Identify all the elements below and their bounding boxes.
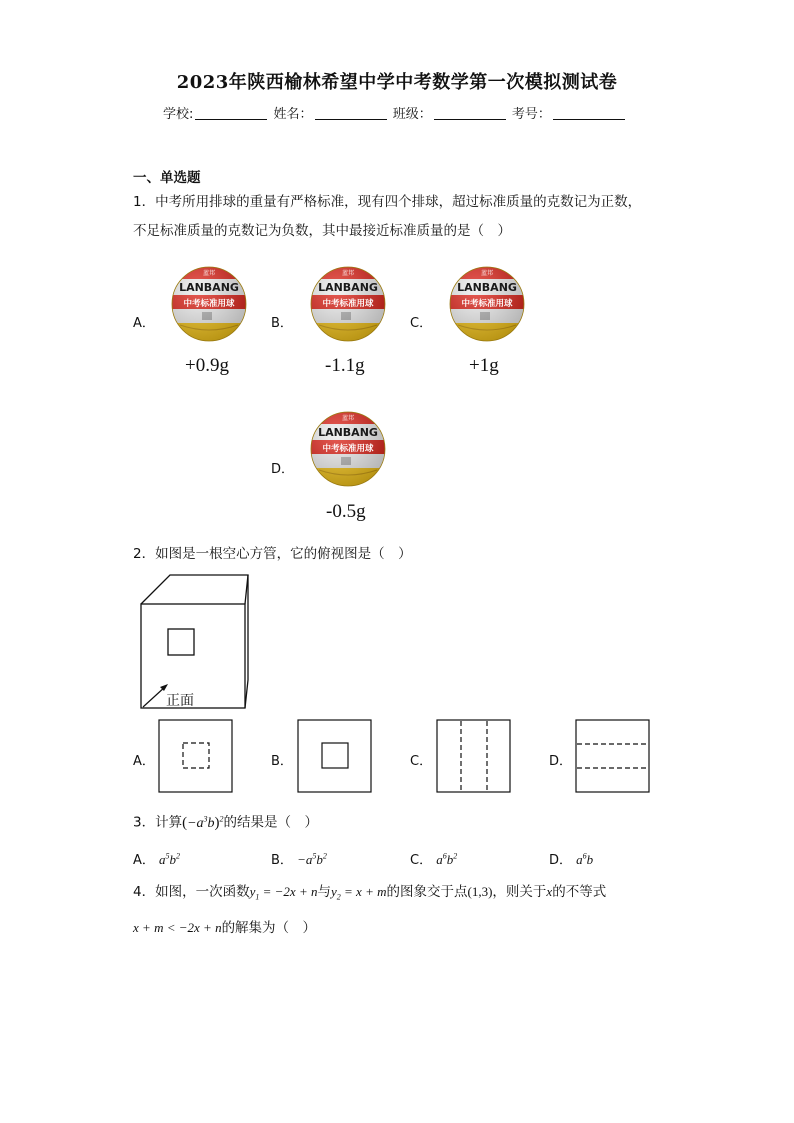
q4-func1: $y_1 = -2x + n$ (249, 884, 318, 902)
q1-line1: 1．中考所用排球的重量有严格标准，现有四个排球，超过标准质量的克数记为正数， (133, 194, 642, 210)
name-label: 姓名： (273, 107, 313, 122)
svg-text:蓝邦: 蓝邦 (480, 270, 494, 277)
volleyball-icon (170, 265, 248, 343)
q3-option-a-expr: $a^5b^2$ (159, 851, 181, 867)
svg-text:中考标准用球: 中考标准用球 (461, 299, 513, 309)
q4-inequality: x + m < −2x + n (133, 920, 222, 935)
volleyball-icon (309, 410, 387, 488)
volleyball-image-b (309, 265, 387, 347)
exam-no-label: 考号： (511, 107, 551, 122)
q1-option-c-label[interactable]: C． (410, 316, 433, 331)
q1-option-a-weight: +0.9g (185, 355, 229, 376)
exam-no-blank[interactable] (553, 107, 625, 120)
q1-option-b-weight: -1.1g (325, 355, 365, 376)
q2-option-c-label[interactable]: C． (410, 754, 433, 769)
q2-option-a-figure[interactable] (158, 719, 234, 793)
q4-func2: $y_2 = x + m$ (330, 884, 387, 902)
class-blank[interactable] (434, 107, 506, 120)
school-blank[interactable] (195, 107, 267, 120)
q4-line2: x + m < −2x + n的解集为（ ） (133, 920, 317, 936)
svg-text:中考标准用球: 中考标准用球 (322, 444, 374, 454)
volleyball-image-d (309, 410, 387, 492)
q4-line1: 4．如图，一次函数$y_1 = -2x + n$与$y_2 = x + m$的图象交于点(1,3)，则关于x的不等式 (133, 884, 607, 902)
q3-expression: $(-a^3b)^2$ (182, 814, 224, 831)
q2-option-a-label[interactable]: A． (133, 754, 155, 769)
svg-text:LANBANG: LANBANG (179, 281, 239, 294)
svg-text:LANBANG: LANBANG (318, 281, 378, 294)
q2-option-d-label[interactable]: D． (549, 754, 573, 769)
q3-option-b[interactable]: B． $-a^5b^2$ (271, 851, 327, 868)
q1-option-c-weight: +1g (469, 355, 499, 376)
q3-option-d-expr: $a^6b$ (576, 851, 594, 867)
svg-text:LANBANG: LANBANG (318, 426, 378, 439)
volleyball-icon (448, 265, 526, 343)
svg-text:蓝邦: 蓝邦 (202, 270, 216, 277)
q1-line2: 不足标准质量的克数记为负数，其中最接近标准质量的是（ ） (133, 223, 511, 239)
svg-text:LANBANG: LANBANG (457, 281, 517, 294)
section-heading: 一、单选题 (133, 170, 201, 186)
svg-text:蓝邦: 蓝邦 (341, 270, 355, 277)
q3-option-c[interactable]: C． $a^6b^2$ (410, 851, 458, 868)
volleyball-icon (309, 265, 387, 343)
school-label: 学校: (163, 107, 194, 122)
q2-option-d-figure[interactable] (575, 719, 651, 793)
student-info-row (163, 103, 627, 122)
q3-stem (133, 804, 318, 839)
cube-top-face (141, 575, 248, 604)
q3-suffix: 的结果是（ ） (223, 814, 319, 831)
q3-option-d[interactable]: D． $a^6b$ (549, 851, 594, 868)
q1-option-a-label[interactable]: A． (133, 316, 155, 331)
svg-text:中考标准用球: 中考标准用球 (183, 299, 235, 309)
svg-text:蓝邦: 蓝邦 (341, 415, 355, 422)
class-label: 班级： (392, 107, 432, 122)
q3-prefix: 3．计算 (133, 814, 183, 831)
exam-title: 2023年陕西榆林希望中学中考数学第一次模拟测试卷 (176, 72, 618, 93)
q3-option-c-expr: $a^6b^2$ (436, 851, 458, 867)
q2-text: 2．如图是一根空心方管，它的俯视图是（ ） (133, 546, 412, 562)
q3-option-b-expr: $-a^5b^2$ (297, 851, 327, 867)
q1-option-b-label[interactable]: B． (271, 316, 293, 331)
cube-hole (168, 629, 194, 655)
name-blank[interactable] (315, 107, 387, 120)
front-label: 正面 (166, 693, 194, 709)
volleyball-image-c (448, 265, 526, 347)
q4-point: (1,3) (467, 884, 493, 899)
q1-option-d-label[interactable]: D． (271, 462, 295, 477)
q2-option-b-figure[interactable] (297, 719, 373, 793)
q3-option-a[interactable]: A． $a^5b^2$ (133, 851, 181, 868)
svg-text:中考标准用球: 中考标准用球 (322, 299, 374, 309)
volleyball-image-a (170, 265, 248, 347)
q1-option-d-weight: -0.5g (326, 501, 366, 522)
q2-option-b-label[interactable]: B． (271, 754, 293, 769)
q2-option-c-figure[interactable] (436, 719, 512, 793)
